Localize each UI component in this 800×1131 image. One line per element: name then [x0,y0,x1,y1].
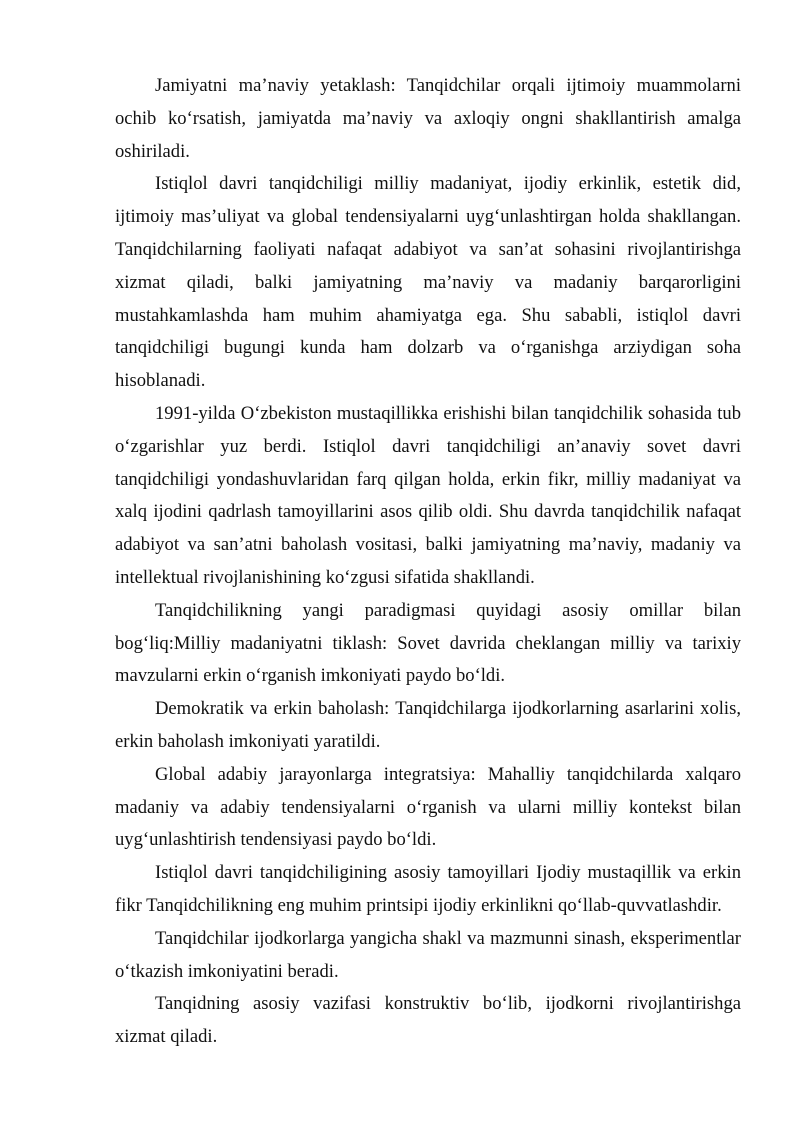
paragraph-4: Tanqidchilikning yangi paradigmasi quyidagi asosiy omillar bilan bog‘liq:Milliy madaniyatni tiklash: Sovet davrida cheklangan milliy va tarixiy mavzularni erkin o‘rganish imkoniyati paydo bo‘ldi. [115,599,741,687]
document-page [115,70,741,1054]
paragraph-8: Tanqidchilar ijodkorlarga yangicha shakl va mazmunni sinash, eksperimentlar o‘tkazish imkoniyatini beradi. [115,927,741,982]
paragraph-6: Global adabiy jarayonlarga integratsiya: Mahalliy tanqidchilarda xalqaro madaniy va adabiy tendensiyalarni o‘rganish va ularni milliy kontekst bilan uyg‘unlashtirish tendensiyasi paydo bo‘ldi. [115,763,741,851]
paragraph-5: Demokratik va erkin baholash: Tanqidchilarga ijodkorlarning asarlarini xolis, erkin baholash imkoniyati yaratildi. [115,698,741,752]
paragraph-3: 1991-yilda O‘zbekiston mustaqillikka erishishi bilan tanqidchilik sohasida tub o‘zgarishlar yuz berdi. Istiqlol davri tanqidchiligi an’anaviy sovet davri tanqidchiligi yondashuvlaridan farq qilgan holda, erkin fikr, milliy madaniyat va xalq ijodini qadrlash tamoyillarini asos qilib oldi. Shu davrda tanqidchilik nafaqat adabiyot va san’atni baholash vositasi, balki jamiyatning ma’naviy, madaniy va intellektual rivojlanishining ko‘zgusi sifatida shakllandi. [115,402,741,588]
paragraph-7: Istiqlol davri tanqidchiligining asosiy tamoyillari Ijodiy mustaqillik va erkin fikr Tanqidchilikning eng muhim printsipi ijodiy erkinlikni qo‘llab-quvvatlashdir. [115,862,741,916]
paragraph-1: Jamiyatni ma’naviy yetaklash: Tanqidchilar orqali ijtimoiy muammolarni ochib ko‘rsatish, jamiyatda ma’naviy va axloqiy ongni shakllantirish amalga oshiriladi. [115,75,741,162]
paragraph-9: Tanqidning asosiy vazifasi konstruktiv bo‘lib, ijodkorni rivojlantirishga xizmat qiladi. [115,993,741,1048]
paragraph-2: Istiqlol davri tanqidchiligi milliy madaniyat, ijodiy erkinlik, estetik did, ijtimoiy mas’uliyat va global tendensiyalarni uyg‘unlashtirgan holda shakllangan. Tanqidchilarning faoliyati nafaqat adabiyot va san’at sohasini rivojlantirishga xizmat qiladi, balki jamiyatning ma’naviy va madaniy barqarorligini mustahkamlashda ham muhim ahamiyatga ega. Shu sababli, istiqlol davri tanqidchiligi bugungi kunda ham dolzarb va o‘rganishga arziydigan soha hisoblanadi. [115,173,741,392]
